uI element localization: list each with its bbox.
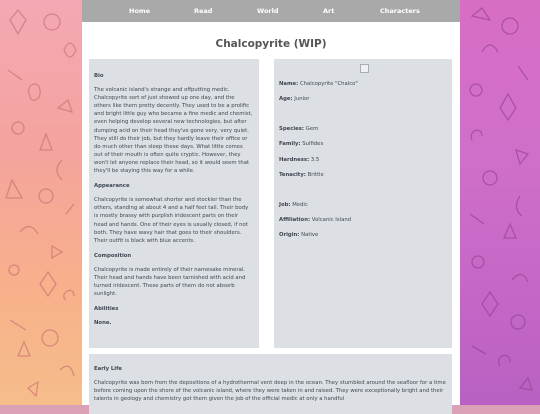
- content-page: [82, 0, 460, 405]
- early-life-heading: Early Life: [94, 366, 123, 372]
- info-tenacity-label: Tenacity:: [279, 172, 306, 178]
- info-affiliation: [279, 216, 351, 224]
- decorative-background-right: [460, 0, 540, 405]
- info-panel: [274, 59, 452, 348]
- abilities-text: None.: [94, 320, 112, 327]
- info-age: [279, 95, 309, 103]
- info-tenacity: [279, 171, 324, 179]
- info-origin-label: Origin:: [279, 232, 300, 238]
- info-age-value: Junior: [294, 96, 310, 102]
- nav-link-world[interactable]: World: [257, 7, 279, 15]
- early-life-panel: [89, 354, 452, 414]
- appearance-heading: Appearance: [94, 183, 130, 190]
- info-age-label: Age:: [279, 96, 293, 102]
- page-title: Chalcopyrite (WIP): [215, 38, 327, 50]
- info-name: [279, 80, 358, 88]
- info-name-value: Chalcopyrite "Chalco": [299, 81, 358, 87]
- info-family-value: Sulfides: [302, 141, 324, 147]
- nav-link-characters[interactable]: Characters: [380, 7, 420, 15]
- info-species: [279, 125, 318, 133]
- bio-panel: [89, 59, 259, 348]
- info-origin: [279, 231, 318, 239]
- info-species-label: Species:: [279, 126, 305, 132]
- nav-link-read[interactable]: Read: [194, 7, 213, 15]
- doodle-pattern-right: [460, 0, 540, 405]
- early-life-text: Chalcopyrite was born from the depositions of a hydrothermal vent deep in the ocean. They stumbled around the seafloor for a time before coming upon the shore of the volcanic island, where they were taken in and raised. They were exceptionally bright and their talents in geology and chemistry got them given the job of the official medic at only a handful: [94, 380, 446, 403]
- info-job: [279, 201, 308, 209]
- info-affiliation-label: Affiliation:: [279, 217, 311, 223]
- bio-text: The volcanic island's strange and offputting medic. Chalcopyrite sort of just showed up one day, and the others like them pretty decently. They used to be a prolific and bright little guy who became a fine medic and chemist, even helping develop several new technologies, but after dumping acid on their head they've gone very, very quiet. They still do their job, but they hardly leave their office or do much other than sleep these days. What little comes out of their mouth is often quite cryptic. However, they won't let anyone replace their head, so it would seem that they'll be staying this way for a while.: [94, 87, 253, 175]
- bio-heading: Bio: [94, 73, 104, 79]
- doodle-pattern-left: [0, 0, 82, 405]
- info-job-value: Medic: [292, 202, 308, 208]
- info-hardness-label: Hardness:: [279, 157, 310, 163]
- info-hardness: [279, 156, 319, 164]
- appearance-text: Chalcopyrite is somewhat shorter and stockier than the others, standing at about 4 and a half feet tall. Their body is mostly brassy with purplish iridescent parts on their head and hands. One of their eyes is usually closed, if not both. They have wavy hair that goes to their shoulders. Their outfit is black with blue accents.: [94, 197, 249, 244]
- info-family-label: Family:: [279, 141, 301, 147]
- decorative-background-left: [0, 0, 82, 405]
- info-name-label: Name:: [279, 81, 299, 87]
- nav-link-art[interactable]: Art: [323, 7, 335, 15]
- info-tenacity-value: Brittle: [307, 172, 324, 178]
- top-navigation: [82, 0, 460, 22]
- info-job-label: Job:: [279, 202, 291, 208]
- nav-link-home[interactable]: Home: [129, 7, 151, 15]
- composition-heading: Composition: [94, 252, 132, 259]
- info-hardness-value: 3.5: [310, 157, 320, 163]
- abilities-heading: Abilities: [94, 306, 119, 313]
- info-origin-value: Native: [301, 232, 319, 238]
- info-affiliation-value: Volcanic Island: [311, 217, 352, 223]
- composition-text: Chalcopyrite is made entirely of their namesake mineral. Their head and hands have been tarnished with acid and turned iridescent. These parts of them do not absorb sunlight.: [94, 266, 246, 298]
- broken-image-icon: [360, 64, 369, 73]
- info-species-value: Gem: [305, 126, 319, 132]
- info-family: [279, 140, 323, 148]
